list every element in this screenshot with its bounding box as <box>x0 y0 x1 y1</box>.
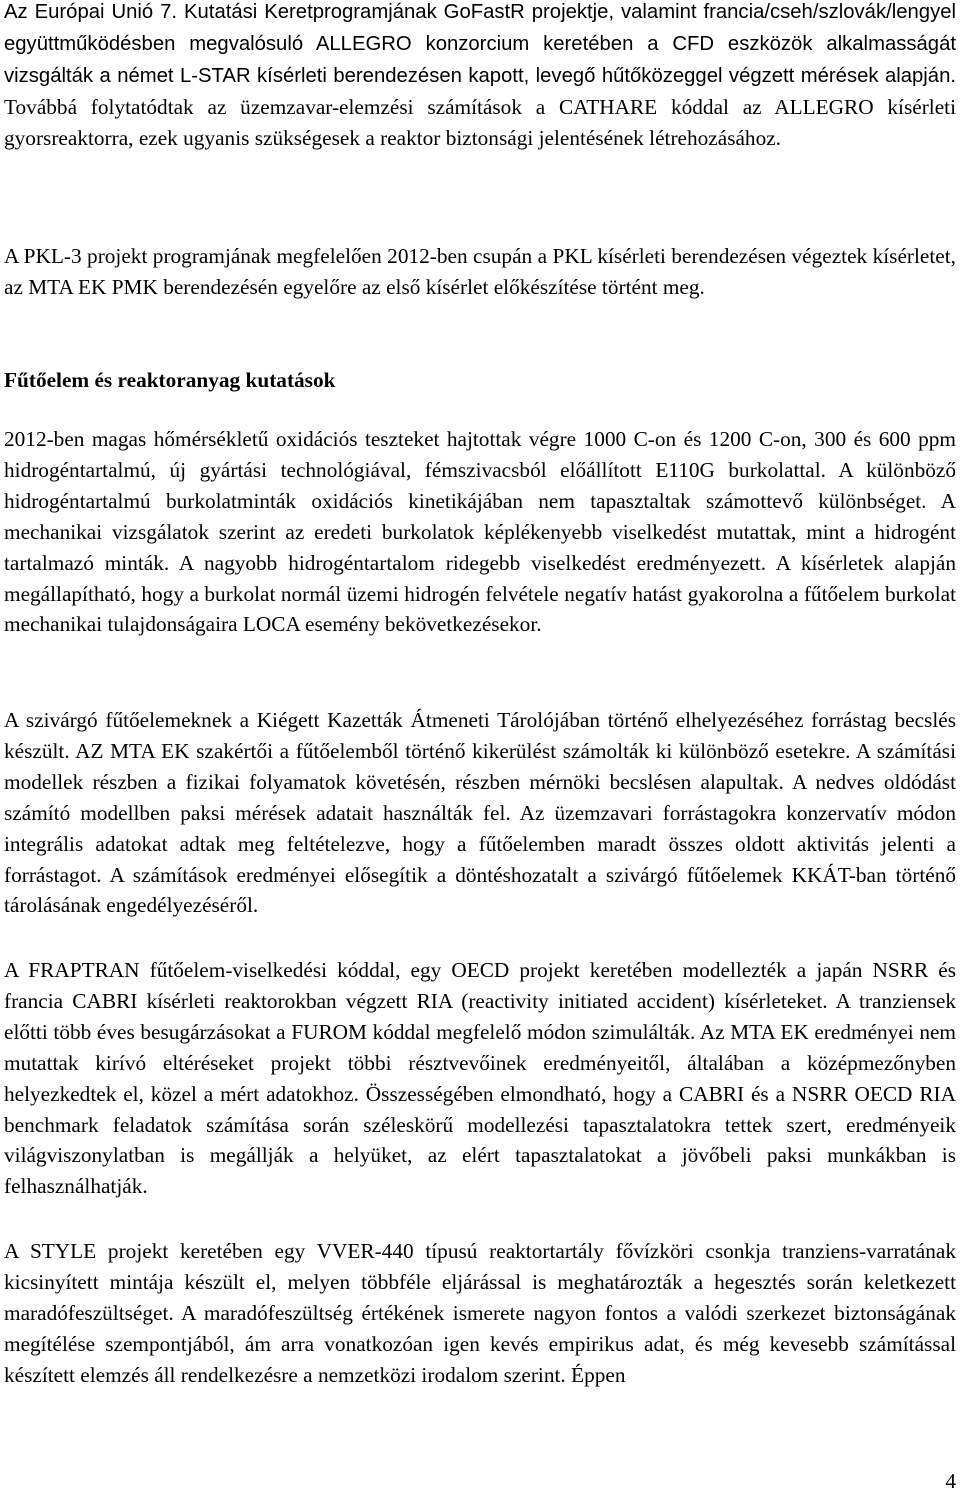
page-number: 4 <box>945 1469 956 1493</box>
intro-serif-text: Továbbá folytatódtak az üzemzavar-elemzési számítások a CATHARE kóddal az ALLEGRO kísérleti gyorsreaktorra, ezek ugyanis szükségesek a reaktor biztonsági jelentésének létrehozásához. <box>4 94 956 150</box>
paragraph-intro <box>4 0 956 154</box>
paragraph-oxidation-tests: 2012-ben magas hőmérsékletű oxidációs teszteket hajtottak végre 1000 C-on és 1200 C-on, 300 és 600 ppm hidrogéntartalmú, új gyártási technológiával, fémszivacsból előállított E110G burkolattal. A különböző hidrogéntartalmú burkolatminták oxidációs kinetikájában nem tapasztaltak számottevő különbséget. A mechanikai vizsgálatok szerint az eredeti burkolatok képlékenyebb viselkedést mutattak, mint a hidrogént tartalmazó minták. A nagyobb hidrogéntartalom ridegebb viselkedést eredményezett. A kísérletek alapján megállapítható, hogy a burkolat normál üzemi hidrogén felvétele negatív hatást gyakorolna a fűtőelem burkolat mechanikai tulajdonságaira LOCA esemény bekövetkezésekor. <box>4 427 956 637</box>
paragraph-style-project: A STYLE projekt keretében egy VVER-440 típusú reaktortartály fővízköri csonkja tranziens-varratának kicsinyített mintája készült el, melyen többféle eljárással is meghatározták a hegesztés során keletkezett maradófeszültséget. A maradófeszültség értékének ismerete nagyon fontos a valódi szerkezet biztonságának megítélése szempontjából, ám arra vonatkozóan igen kevés empirikus adat, és még kevesebb számítással készített elemzés áll rendelkezésre a nemzetközi irodalom szerint. Éppen <box>4 1239 956 1387</box>
intro-sans-text: Az Európai Unió 7. Kutatási Keretprogramjának GoFastR projektje, valamint francia/cseh/szlovák/lengyel együttműködésben megvalósuló ALLEGRO konzorcium keretében a CFD eszközök alkalmasságát vizsgálták a német L-STAR kísérleti berendezésen kapott, levegő hűtőközeggel végzett mérések alapján. <box>4 1 956 87</box>
paragraph-fraptran: A FRAPTRAN fűtőelem-viselkedési kóddal, egy OECD projekt keretében modellezték a japán NSRR és francia CABRI kísérleti reaktorokban végzett RIA (reactivity initiated accident) kísérleteket. A tranziensek előtti több éves besugárzásokat a FUROM kóddal megfelelő módon szimulálták. Az MTA EK eredményei nem mutattak kirívó eltéréseket projekt többi résztvevőinek eredményeitől, általában a középmezőnyben helyezkedtek el, közel a mért adatokhoz. Összességében elmondható, hogy a CABRI és a NSRR OECD RIA benchmark feladatok számítása során széleskörű modellezési tapasztalatokra tettek szert, eredményeik világviszonylatban is megállják a helyüket, az elért tapasztalatokat a jövőbeli paksi munkákban is felhasználhatják. <box>4 958 956 1199</box>
paragraph-leaking-fuel: A szivárgó fűtőelemeknek a Kiégett Kazetták Átmeneti Tárolójában történő elhelyezéséhez forrástag becslés készült. AZ MTA EK szakértői a fűtőelemből történő kikerülést számolták ki különböző esetekre. A számítási modellek részben a fizikai folyamatok követésén, részben mérnöki becslésen alapultak. A nedves oldódást számító modellben paksi mérések adatait használták fel. Az üzemzavari forrástagokra konzervatív módon integrális adatokat adtak meg feltételezve, hogy a fűtőelemben maradt összes oldott aktivitás jelenti a forrástagot. A számítások eredményei elősegítik a döntéshozatalt a szivárgó fűtőelemek KKÁT-ban történő tárolásának engedélyezéséről. <box>4 708 956 918</box>
section-heading: Fűtőelem és reaktoranyag kutatások <box>4 368 336 392</box>
paragraph-pkl: A PKL-3 projekt programjának megfelelően 2012-ben csupán a PKL kísérleti berendezésen végeztek kísérletet, az MTA EK PMK berendezésén egyelőre az első kísérlet előkészítése történt meg. <box>4 244 956 299</box>
